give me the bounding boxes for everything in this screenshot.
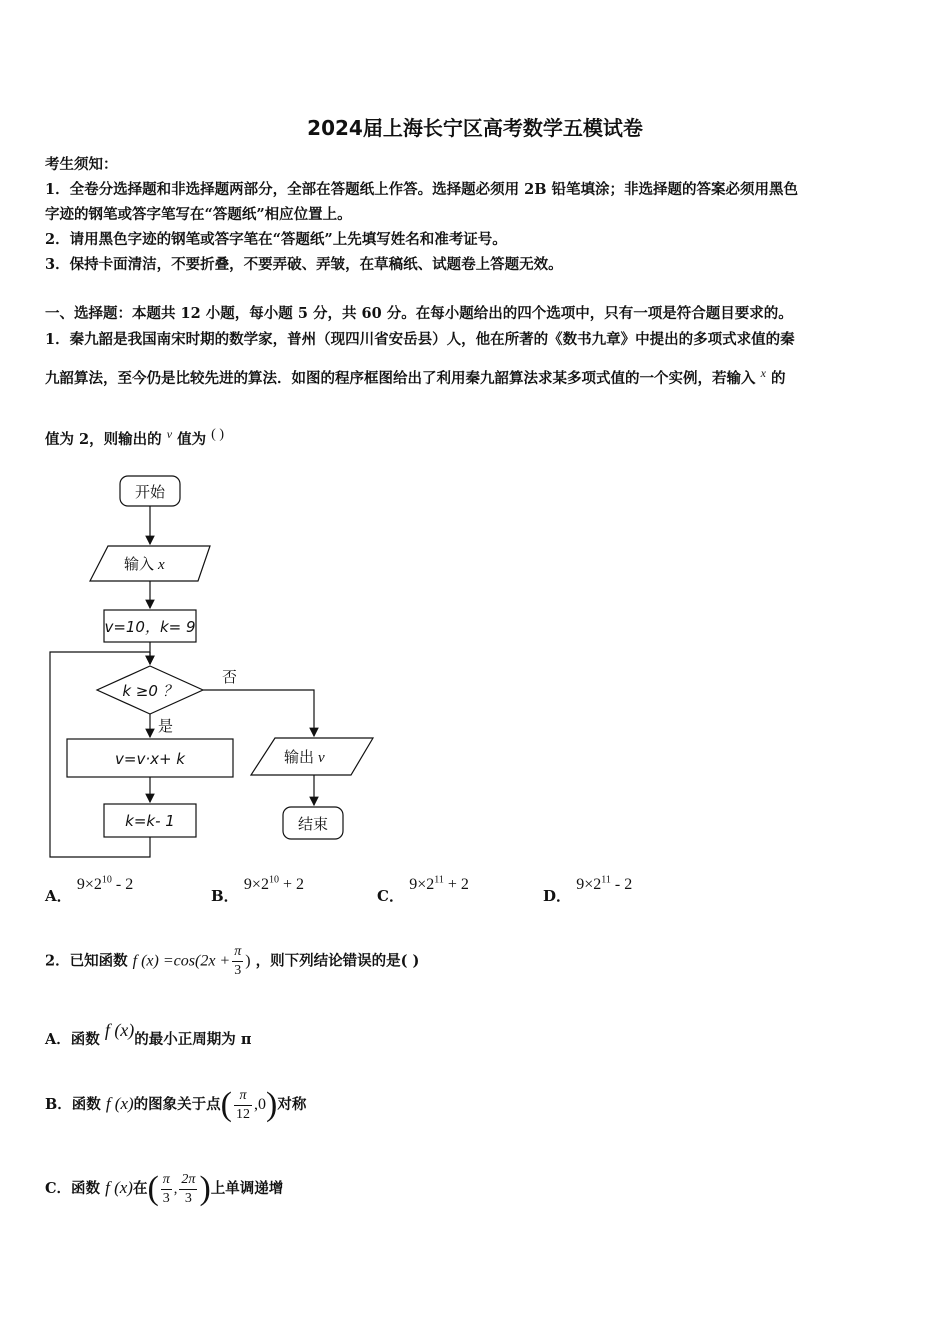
- update-v-label: v=v·x+ k: [115, 750, 185, 768]
- paren-open: (: [220, 1086, 232, 1123]
- notice-item-1b: 字迹的钢笔或答字笔写在“答题纸”相应位置上。: [45, 206, 352, 223]
- notice-item-2: 2．请用黑色字迹的钢笔或答字笔在“答题纸”上先填写姓名和准考证号。: [45, 231, 507, 248]
- q2-option-a-text: 的最小正周期为 π: [134, 1031, 252, 1048]
- input-text: 输入: [124, 555, 155, 573]
- yes-label: 是: [158, 717, 174, 735]
- q2-post: ，则下列结论错误的是( ): [255, 952, 420, 970]
- notice-item-3: 3．保持卡面清洁，不要折叠，不要弄破、弄皱，在草稿纸、试题卷上答题无效。: [45, 256, 563, 273]
- comma: ,: [173, 1181, 178, 1197]
- option-d-label: D．: [543, 887, 572, 905]
- q2-option-c-frac-1: $\frac{\pi}{3}$: [162, 1171, 170, 1206]
- q2-stem: [45, 943, 419, 980]
- q2-option-b-zero: ,0: [254, 1096, 266, 1113]
- q2-func-close: ): [245, 952, 251, 970]
- q2-option-c-frac-2: $\frac{2\pi}{3}$: [181, 1171, 196, 1206]
- page-title: 2024届上海长宁区高考数学五模试卷: [307, 116, 643, 140]
- flowchart: [40, 468, 385, 868]
- end-label: 结束: [297, 815, 329, 833]
- q1-line-3: [45, 427, 224, 449]
- q1-line-2: [45, 366, 785, 388]
- paren-close: ): [266, 1086, 278, 1123]
- option-c-label: C．: [377, 887, 404, 905]
- q2-option-b[interactable]: [45, 1086, 306, 1124]
- q1-line-2-end: 的: [770, 369, 786, 387]
- q1-line-3-end: 值为: [177, 430, 207, 448]
- input-var: x: [158, 557, 165, 573]
- output-label: [284, 748, 325, 766]
- q2-pre: 2．已知函数: [45, 952, 128, 970]
- notice-item-1a: 1．全卷分选择题和非选择题两部分，全部在答题纸上作答。选择题必须用 2B 铅笔填涂；非选择题的答案必须用黑色: [45, 181, 799, 198]
- q1-var-x: x: [760, 366, 766, 380]
- q2-option-b-frac: $\frac{\pi}{12}$: [236, 1087, 250, 1122]
- q2-option-c[interactable]: [45, 1170, 283, 1208]
- no-label: 否: [222, 668, 238, 686]
- q2-option-c-mid: 在: [132, 1180, 148, 1197]
- option-a-label: A．: [45, 887, 72, 905]
- q2-option-b-func: f (x): [105, 1094, 134, 1113]
- q1-line-2-text: 九韶算法，至今仍是比较先进的算法．如图的程序框图给出了利用秦九韶算法求某多项式值的一个实例，若输入: [45, 369, 756, 387]
- q2-option-c-label: C．函数: [45, 1180, 101, 1197]
- option-a-expr: $9\times 2^{10} - 2$: [76, 874, 134, 893]
- q2-func: f (x) =cos(2x +: [132, 952, 231, 970]
- paren-open: (: [147, 1170, 159, 1207]
- option-b-label: B．: [211, 887, 239, 905]
- notice-heading: 考生须知：: [45, 156, 118, 173]
- q2-option-b-label: B．函数: [45, 1096, 101, 1113]
- arrow-cond-no: [203, 690, 314, 736]
- answer-blank: ( ): [211, 427, 224, 442]
- update-k-label: k=k- 1: [125, 812, 175, 830]
- section-heading: 一、选择题：本题共 12 小题，每小题 5 分，共 60 分。在每小题给出的四个选项中，只有一项是符合题目要求的。: [45, 305, 793, 322]
- q1-option-b[interactable]: [211, 874, 304, 906]
- option-d-expr: $9\times 2^{11} - 2$: [576, 874, 633, 893]
- q2-option-b-text: 对称: [277, 1096, 307, 1113]
- q2-option-a[interactable]: [45, 1020, 252, 1049]
- q1-option-d[interactable]: [543, 874, 633, 906]
- q1-option-c[interactable]: [377, 874, 469, 906]
- q2-option-a-label: A．函数: [45, 1031, 100, 1048]
- output-var: v: [318, 750, 325, 766]
- q1-line-3-text: 值为 2，则输出的: [45, 430, 162, 448]
- q1-line-1: 1．秦九韶是我国南宋时期的数学家，普州（现四川省安岳县）人，他在所著的《数书九章》中提出的多项式求值的秦: [45, 331, 795, 348]
- q2-frac: $\frac{\pi}{3}$: [234, 944, 242, 978]
- q2-option-c-func: f (x): [105, 1178, 133, 1197]
- condition-label: k ≥0 ？: [122, 682, 178, 700]
- init-label: v=10，k= 9: [104, 618, 196, 636]
- option-c-expr: $9\times 2^{11} + 2$: [409, 874, 469, 893]
- q2-option-b-mid: 的图象关于点: [133, 1096, 221, 1113]
- output-text: 输出: [284, 748, 315, 766]
- start-label: 开始: [134, 483, 166, 501]
- input-label: [124, 555, 165, 573]
- option-b-expr: $9\times 2^{10} + 2$: [243, 874, 304, 893]
- q1-option-a[interactable]: [45, 874, 134, 906]
- paren-close: ): [199, 1170, 211, 1207]
- q2-option-a-func: f (x): [104, 1020, 135, 1040]
- q1-var-v: v: [166, 427, 173, 441]
- q2-option-c-text: 上单调递增: [210, 1180, 284, 1197]
